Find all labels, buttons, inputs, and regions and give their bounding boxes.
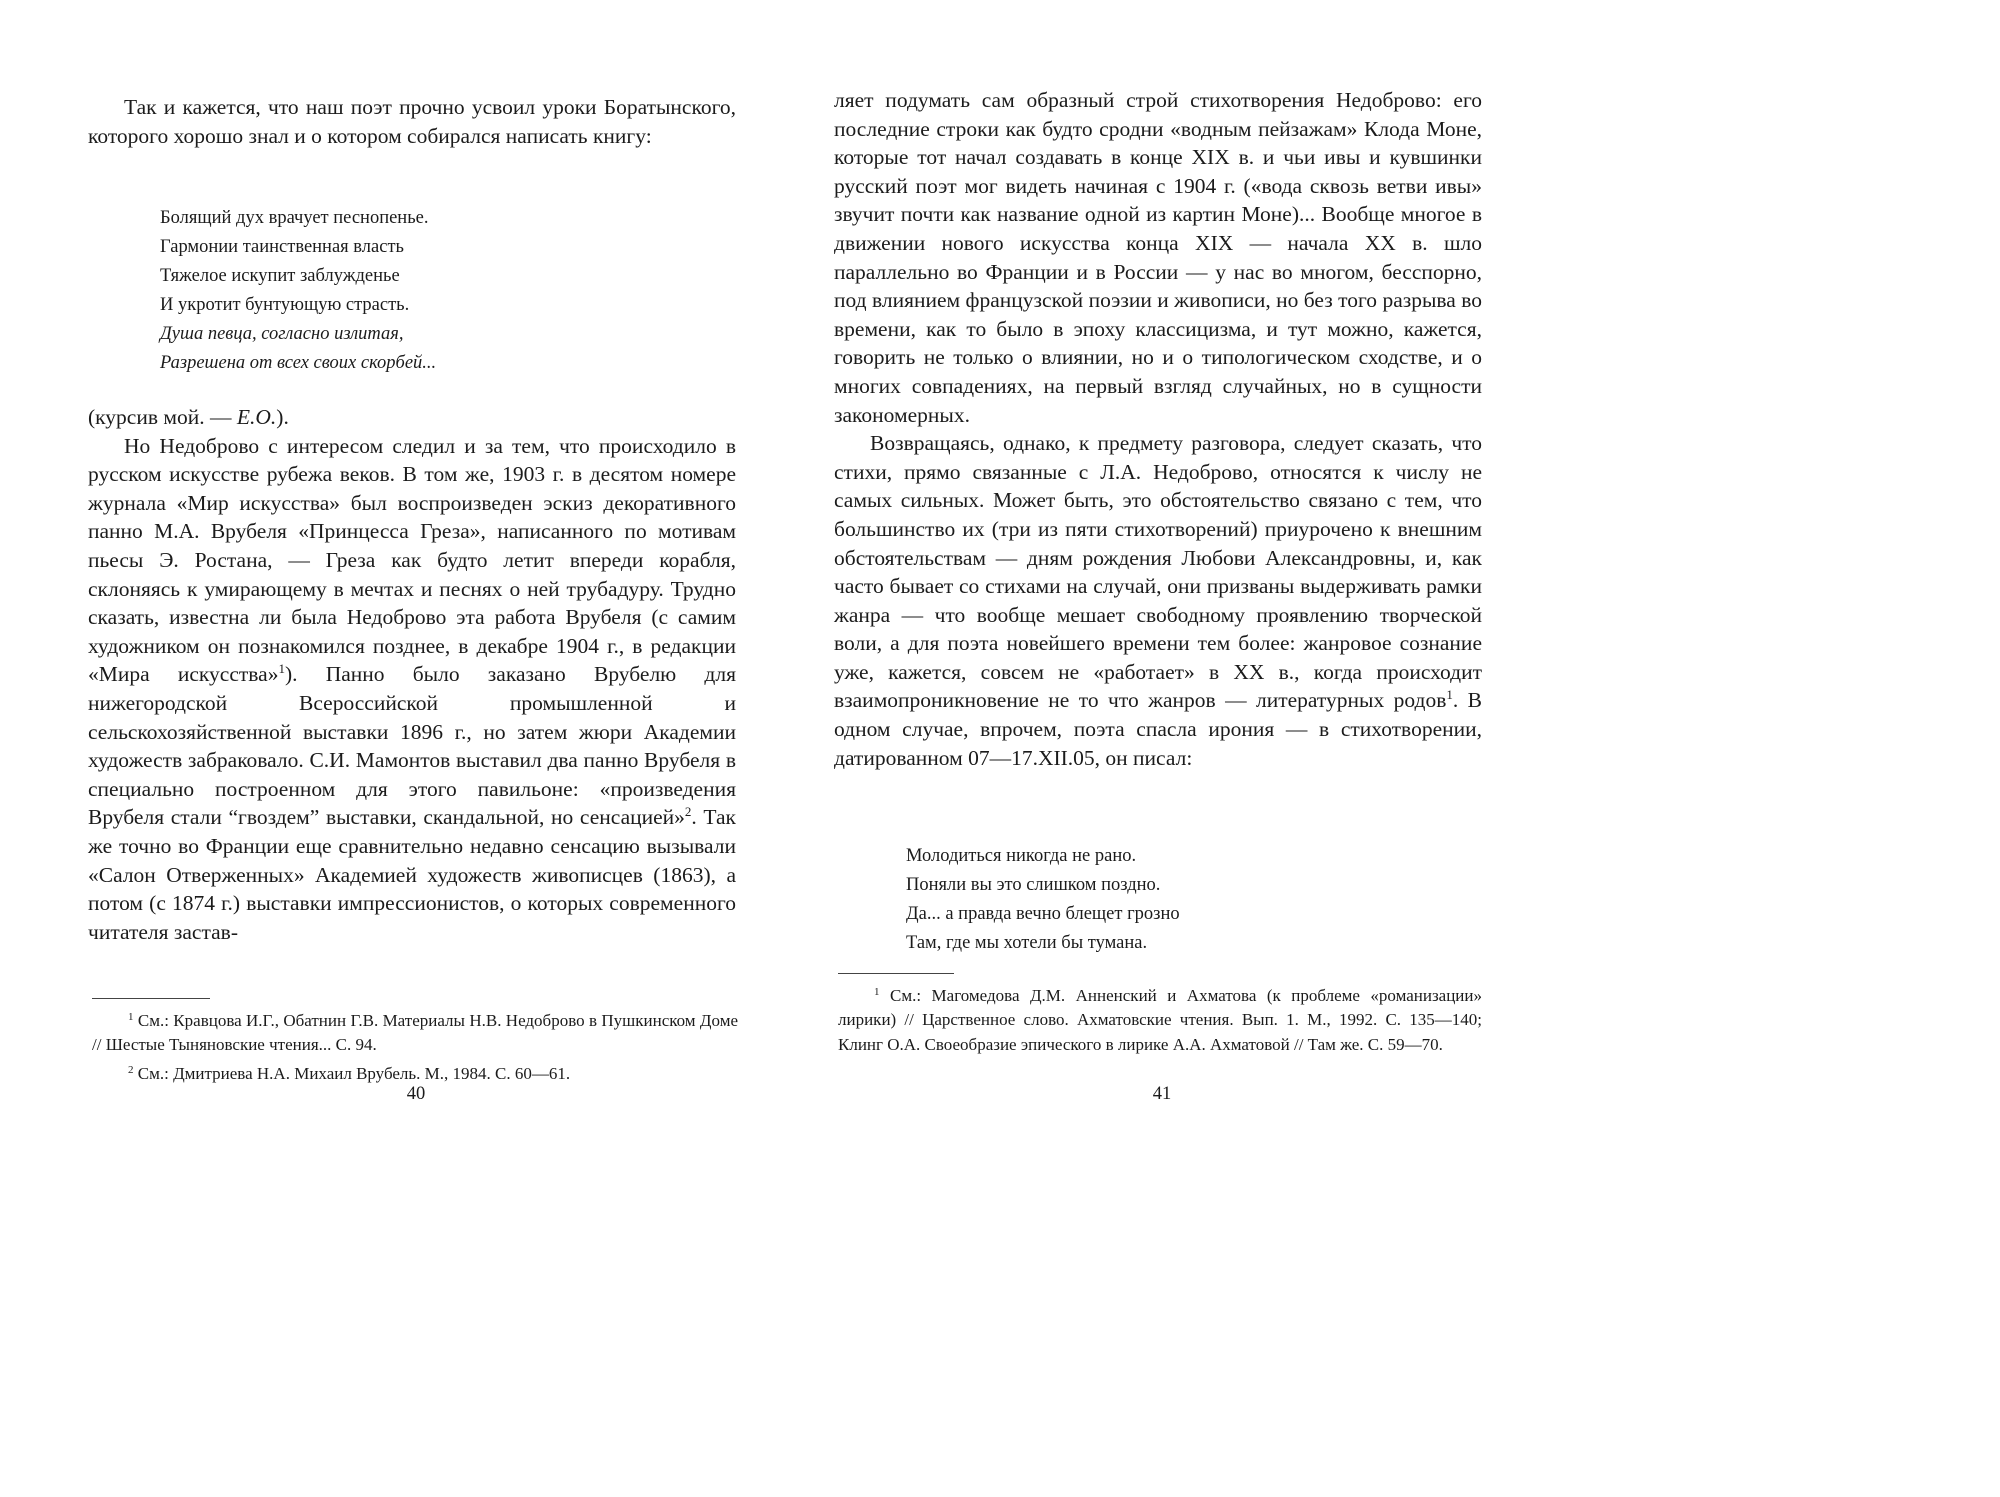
- footnote-text: См.: Магомедова Д.М. Анненский и Ахматова (к проблеме «романизации» лирики) // Царственное слово. Ахматовские чтения. Вып. 1. М., 1992. С. 135—140; Клинг О.А. Своеобразие эпического в лирике А.А. Ахматовой // Там же. С. 59—70.: [838, 986, 1482, 1054]
- right-verse-block: [906, 842, 1180, 958]
- left-main-text-3: . Так же точно во Франции еще сравнительно недавно сенсацию вызывали «Салон Отверженных» Академией художеств живописцев (1863), а потом (с 1874 г.) выставки импрессионистов, о которых современного читателя застав-: [88, 805, 736, 944]
- verse-line: Да... а правда вечно блещет грозно: [906, 904, 1180, 924]
- left-main-text-1: Но Недоброво с интересом следил и за тем, что происходило в русском искусстве рубежа веков. В том же, 1903 г. в десятом номере журнала «Мир искусства» был воспроизведен эскиз декоративного панно М.А. Врубеля «Принцесса Греза», написанного по мотивам пьесы Э. Ростана, — Греза как будто летит впереди корабля, склоняясь к умирающему в мечтах и песнях о ней трубадуру. Трудно сказать, известна ли была Недоброво эта работа Врубеля (с самим художником он познакомился позднее, в декабре 1904 г., в редакции «Мира искусства»: [88, 433, 736, 687]
- verse-line: Там, где мы хотели бы тумана.: [906, 933, 1148, 953]
- footnote-mark: 1: [874, 986, 880, 998]
- right-second-text-2: . В одном случае, впрочем, поэта спасла ирония — в стихотворении, датированном 07—17.XII.05, он писал:: [834, 688, 1483, 770]
- left-main-paragraph: [88, 432, 736, 947]
- after-verse-author: Е.О.: [236, 405, 277, 429]
- footnote-divider: [92, 998, 210, 999]
- left-main-text-2: ). Панно было заказано Врубелю для нижегородской Всероссийской промышленной и сельскохозяйственной выставки 1896 г., но затем жюри Академии художеств забраковало. С.И. Мамонтов выставил два панно Врубеля в специально построенном для этого павильоне: «произведения Врубеля стали “гвоздем” выставки, скандальной, но сенсацией»: [88, 662, 736, 830]
- footnote-text: См.: Дмитриева Н.А. Михаил Врубель. М., 1984. С. 60—61.: [137, 1063, 571, 1083]
- left-footnotes: [92, 1005, 738, 1086]
- footnote-text: См.: Кравцова И.Г., Обатнин Г.В. Материалы Н.В. Недоброво в Пушкинском Доме // Шестые Тыняновские чтения... С. 94.: [92, 1011, 739, 1055]
- verse-line: Болящий дух врачует песнопенье.: [160, 208, 429, 228]
- footnote: [92, 1058, 738, 1086]
- footnote-ref: 2: [684, 804, 692, 820]
- footnote-divider: [838, 973, 954, 974]
- after-verse-suffix: ).: [276, 405, 289, 429]
- left-intro-paragraph: Так и кажется, что наш поэт прочно усвоил уроки Боратынского, которого хорошо знал и о котором собирался написать книгу:: [88, 95, 736, 148]
- footnote-mark: 2: [128, 1063, 134, 1076]
- page-number: 40: [406, 1084, 426, 1104]
- verse-line: Молодиться никогда не рано.: [906, 846, 1137, 866]
- page-number: 41: [1152, 1084, 1172, 1104]
- verse-line: Тяжелое искупит заблужденье: [160, 266, 400, 286]
- verse-line: И укротит бунтующую страсть.: [160, 295, 410, 315]
- right-second-text-1: Возвращаясь, однако, к предмету разговора, следует сказать, что стихи, прямо связанные с Л.А. Недоброво, относятся к числу не самых сильных. Может быть, это обстоятельство связано с тем, что большинство их (три из пяти стихотворений) приурочено к внешним обстоятельствам — дням рождения Любови Александровны, и, как часто бывает со стихами на случай, они призваны выдерживать рамки жанра — что вообще мешает свободному проявлению творческой воли, а для поэта новейшего времени тем более: жанровое сознание уже, кажется, совсем не «работает» в XX в., когда происходит взаимопроникновение не то что жанров — литературных родов: [834, 431, 1482, 713]
- verse-line: Гармонии таинственная власть: [160, 237, 404, 257]
- verse-line-italic: Разрешена от всех своих скорбей...: [160, 353, 437, 373]
- left-page: [0, 0, 778, 1161]
- right-second-paragraph: [834, 429, 1482, 772]
- footnote-mark: 1: [128, 1011, 134, 1023]
- left-main-block: [88, 403, 736, 946]
- right-footnotes: [838, 980, 1482, 1057]
- right-page: [778, 0, 1555, 1161]
- footnote-ref: 1: [1446, 687, 1453, 703]
- after-verse-prefix: (курсив мой. —: [88, 405, 237, 429]
- footnote-ref: 1: [278, 661, 285, 677]
- right-main-block: [834, 86, 1482, 772]
- right-continuation-paragraph: ляет подумать сам образный строй стихотворения Недоброво: его последние строки как будто сродни «водным пейзажам» Клода Моне, которые тот начал создавать в конце XIX в. и чьи ивы и кувшинки русский поэт мог видеть начиная с 1904 г. («вода сквозь ветви ивы» звучит почти как название одной из картин Моне)... Вообще многое в движении нового искусства конца XIX — начала XX в. шло параллельно во Франции и в России — у нас во многом, бесспорно, под влиянием французской поэзии и живописи, но без того разрыва во времени, как то было в эпоху классицизма, и тут можно, кажется, говорить не только о влиянии, но и о типологическом сходстве, и о многих совпадениях, на первый взгляд случайных, но в сущности закономерных.: [834, 88, 1482, 427]
- left-intro-block: [88, 93, 736, 150]
- after-verse-note: [88, 403, 736, 432]
- verse-line: Поняли вы это слишком поздно.: [906, 875, 1161, 895]
- footnote: [92, 1005, 738, 1058]
- left-verse-block: [160, 204, 436, 378]
- verse-line-italic: Душа певца, согласно излитая,: [160, 324, 404, 344]
- footnote: [838, 980, 1482, 1057]
